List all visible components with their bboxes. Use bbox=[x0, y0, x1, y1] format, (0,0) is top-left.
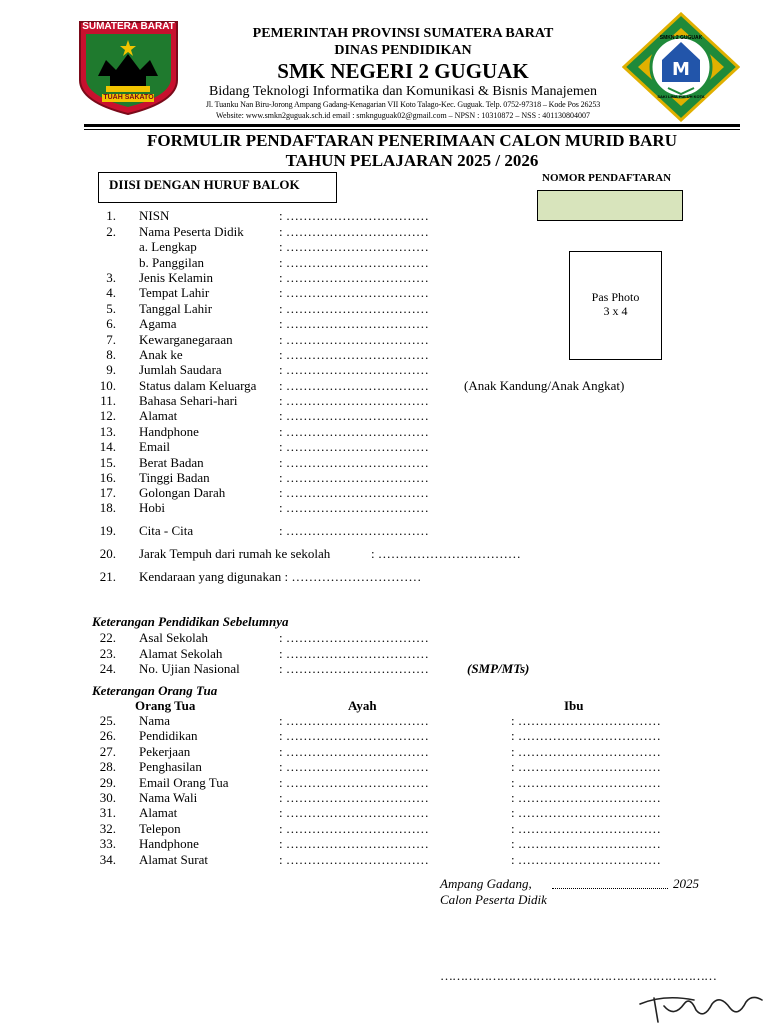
row-label: Tanggal Lahir bbox=[139, 301, 213, 316]
row-label: Status dalam Keluarga bbox=[139, 378, 257, 393]
form-row bbox=[0, 424, 768, 440]
form-row bbox=[0, 713, 768, 729]
answer-field[interactable]: : …………………………… bbox=[279, 393, 429, 408]
handwritten-signature bbox=[634, 990, 768, 1024]
row-number: 15. bbox=[99, 455, 116, 470]
answer-field-mother[interactable]: : …………………………… bbox=[511, 851, 661, 867]
row-number: 10. bbox=[99, 378, 116, 393]
row-number: 26. bbox=[99, 728, 116, 744]
form-row bbox=[0, 852, 768, 868]
row-number: 6. bbox=[106, 316, 116, 331]
answer-field-mother[interactable]: : …………………………… bbox=[511, 728, 661, 744]
form-row bbox=[0, 255, 768, 271]
form-row bbox=[0, 408, 768, 424]
row-label: Bahasa Sehari-hari bbox=[139, 393, 238, 408]
department-title: DINAS PENDIDIKAN bbox=[334, 43, 472, 58]
row-number: 25. bbox=[99, 713, 116, 728]
answer-field[interactable]: : …………………………… bbox=[279, 347, 429, 362]
form-row bbox=[0, 836, 768, 852]
answer-field[interactable]: : …………………………… bbox=[279, 470, 429, 485]
svg-text:M: M bbox=[672, 59, 690, 80]
education-note: (SMP/MTs) bbox=[467, 661, 530, 676]
answer-field-mother[interactable]: : …………………………… bbox=[511, 805, 661, 821]
row-label: Alamat bbox=[139, 805, 178, 821]
form-row bbox=[0, 728, 768, 744]
row-number: 31. bbox=[99, 805, 116, 821]
left-logo-top-text: SUMATERA BARAT bbox=[82, 21, 175, 32]
row-number: 30. bbox=[99, 790, 116, 805]
row-label: Golongan Darah bbox=[139, 485, 226, 500]
row-label: Anak ke bbox=[139, 347, 183, 362]
row-number: 12. bbox=[99, 408, 116, 423]
form-row bbox=[0, 805, 768, 821]
photo-label: Pas Photo bbox=[591, 290, 640, 304]
smkn2-guguak-logo bbox=[622, 12, 740, 122]
answer-field[interactable]: : …………………………… bbox=[279, 285, 429, 300]
form-row bbox=[0, 239, 768, 255]
place-label: Ampang Gadang, bbox=[440, 876, 532, 891]
form-row bbox=[0, 821, 768, 837]
row-label: Nama bbox=[139, 713, 171, 728]
date-field[interactable] bbox=[552, 888, 668, 889]
row-label: Email bbox=[139, 439, 171, 454]
row-label: Nama Peserta Didik bbox=[139, 224, 244, 239]
form-row bbox=[0, 759, 768, 775]
row-label: Tinggi Badan bbox=[139, 470, 210, 485]
row-number: 4. bbox=[106, 285, 116, 300]
row-number: 20. bbox=[99, 546, 116, 561]
form-row bbox=[0, 285, 768, 301]
row-number: 21. bbox=[99, 569, 116, 584]
row-label: Kewarganegaraan bbox=[139, 332, 233, 347]
answer-field[interactable]: : …………………………… bbox=[279, 270, 429, 285]
answer-field[interactable]: : …………………………… bbox=[279, 836, 429, 852]
form-row-vehicle bbox=[0, 569, 768, 585]
row-label: Pendidikan bbox=[139, 728, 198, 744]
answer-field[interactable]: : …………………………… bbox=[279, 500, 429, 515]
row-number: 22. bbox=[99, 630, 116, 645]
row-number: 32. bbox=[99, 820, 116, 836]
form-row bbox=[0, 224, 768, 240]
row-label: Alamat Surat bbox=[139, 851, 208, 867]
row-label: Alamat Sekolah bbox=[139, 645, 223, 661]
form-subtitle: TAHUN PELAJARAN 2025 / 2026 bbox=[285, 151, 539, 170]
answer-field[interactable]: : …………………………… bbox=[279, 224, 429, 239]
photo-size: 3 x 4 bbox=[603, 304, 628, 318]
form-row bbox=[0, 378, 768, 394]
answer-field-mother[interactable]: : …………………………… bbox=[511, 774, 661, 790]
row-label: Telepon bbox=[139, 820, 181, 836]
form-row bbox=[0, 500, 768, 516]
answer-field-mother[interactable]: : …………………………… bbox=[511, 790, 661, 805]
row-label: Handphone bbox=[139, 836, 199, 852]
answer-field-mother[interactable]: : …………………………… bbox=[511, 759, 661, 775]
signer-label: Calon Peserta Didik bbox=[440, 892, 547, 907]
row-number: 5. bbox=[106, 301, 116, 316]
row-number: 28. bbox=[99, 759, 116, 775]
row-number: 19. bbox=[99, 523, 116, 538]
form-row bbox=[0, 439, 768, 455]
row-label: Tempat Lahir bbox=[139, 285, 210, 300]
column-parent: Orang Tua bbox=[135, 698, 196, 713]
row-label: Cita - Cita bbox=[139, 523, 194, 538]
answer-field[interactable]: : …………………………… bbox=[279, 713, 429, 728]
column-mother: Ibu bbox=[564, 698, 584, 713]
school-name: SMK NEGERI 2 GUGUAK bbox=[277, 59, 529, 83]
address-line: Jl. Tuanku Nan Biru-Jorong Ampang Gadang-Kenagarian VII Koto Talago-Kec. Guguak. Telp. 0752-97318 – Kode Pos 26253 bbox=[205, 100, 601, 109]
row-label: Jumlah Saudara bbox=[139, 362, 222, 377]
answer-field[interactable]: : …………………………… bbox=[279, 743, 429, 759]
answer-field[interactable]: : …………………………… bbox=[279, 728, 429, 744]
status-note: (Anak Kandung/Anak Angkat) bbox=[464, 378, 625, 393]
form-row bbox=[0, 630, 768, 646]
answer-field[interactable]: : …………………………… bbox=[279, 759, 429, 775]
row-label: Nama Wali bbox=[139, 790, 198, 805]
form-row bbox=[0, 523, 768, 539]
sumatera-barat-logo bbox=[76, 20, 181, 116]
answer-field[interactable]: : …………………………… bbox=[279, 301, 429, 316]
header-divider-thick bbox=[84, 124, 740, 127]
registration-number-label: NOMOR PENDAFTARAN bbox=[542, 172, 672, 184]
contact-line: Website: www.smkn2guguak.sch.id email : smknguguak02@gmail.com – NPSN : 10310872 – NSS : 401130804007 bbox=[216, 111, 590, 120]
answer-field[interactable]: : …………………………… bbox=[279, 378, 429, 393]
row-label: b. Panggilan bbox=[139, 255, 204, 270]
answer-field[interactable]: : …………………………… bbox=[279, 255, 429, 270]
left-logo-bottom-text: TUAH SAKATO bbox=[103, 94, 154, 101]
year-label: 2025 bbox=[673, 876, 699, 891]
answer-field[interactable]: : …………………………… bbox=[279, 661, 429, 676]
row-number: 11. bbox=[100, 393, 116, 408]
row-label: Handphone bbox=[139, 424, 199, 439]
form-row bbox=[0, 646, 768, 662]
instruction-text: DIISI DENGAN HURUF BALOK bbox=[109, 177, 300, 192]
form-row bbox=[0, 270, 768, 286]
header-divider-thin bbox=[84, 129, 740, 130]
form-row bbox=[0, 301, 768, 317]
form-row bbox=[0, 744, 768, 760]
answer-field[interactable]: : …………………………… bbox=[279, 485, 429, 500]
row-number: 3. bbox=[106, 270, 116, 285]
form-row bbox=[0, 362, 768, 378]
row-number: 34. bbox=[99, 851, 116, 867]
answer-field[interactable]: : …………………………… bbox=[279, 820, 429, 836]
education-heading: Keterangan Pendidikan Sebelumnya bbox=[92, 614, 289, 629]
answer-field[interactable]: : …………………………… bbox=[279, 805, 429, 821]
form-row bbox=[0, 470, 768, 486]
row-number: 23. bbox=[99, 645, 116, 661]
row-label: Berat Badan bbox=[139, 455, 204, 470]
row-number: 24. bbox=[99, 661, 116, 676]
form-row bbox=[0, 208, 768, 224]
answer-field[interactable]: : …………………………… bbox=[279, 332, 429, 347]
form-row bbox=[0, 455, 768, 471]
form-title: FORMULIR PENDAFTARAN PENERIMAAN CALON MURID BARU bbox=[147, 131, 677, 150]
row-number: 7. bbox=[106, 332, 116, 347]
instruction-box bbox=[98, 172, 337, 203]
form-row bbox=[0, 393, 768, 409]
parent-heading: Keterangan Orang Tua bbox=[92, 683, 218, 698]
form-row bbox=[0, 332, 768, 348]
form-row bbox=[0, 790, 768, 806]
answer-field-mother[interactable]: : …………………………… bbox=[511, 836, 661, 852]
form-row bbox=[0, 316, 768, 332]
row-label[interactable]: Kendaraan yang digunakan : ………………………… bbox=[139, 569, 422, 584]
government-title: PEMERINTAH PROVINSI SUMATERA BARAT bbox=[252, 26, 554, 41]
answer-field[interactable]: : …………………………… bbox=[279, 208, 429, 223]
answer-field[interactable]: : …………………………… bbox=[279, 851, 429, 867]
signature-line[interactable]: …………………………………………………………… bbox=[440, 968, 716, 983]
column-father: Ayah bbox=[348, 698, 377, 713]
row-label: Email Orang Tua bbox=[139, 774, 229, 790]
row-number: 2. bbox=[106, 224, 116, 239]
row-label: Penghasilan bbox=[139, 759, 202, 775]
row-label: NISN bbox=[139, 208, 170, 223]
answer-field[interactable]: : …………………………… bbox=[279, 523, 429, 538]
form-row bbox=[0, 347, 768, 363]
right-logo-bottom-text: SAKI LIMA PULUH KOTA bbox=[657, 94, 705, 99]
row-number: 29. bbox=[99, 774, 116, 790]
row-number: 18. bbox=[99, 500, 116, 515]
row-number: 16. bbox=[99, 470, 116, 485]
answer-field-mother[interactable]: : …………………………… bbox=[511, 820, 661, 836]
row-number: 8. bbox=[106, 347, 116, 362]
answer-field[interactable]: : …………………………… bbox=[279, 645, 429, 661]
answer-field[interactable]: : …………………………… bbox=[279, 362, 429, 377]
row-number: 9. bbox=[106, 362, 116, 377]
row-label: a. Lengkap bbox=[139, 239, 197, 254]
answer-field-mother[interactable]: : …………………………… bbox=[511, 713, 661, 728]
answer-field[interactable]: : …………………………… bbox=[279, 424, 429, 439]
row-label: Alamat bbox=[139, 408, 178, 423]
row-number: 27. bbox=[99, 743, 116, 759]
right-logo-top-text: SMKN 2 GUGUAK bbox=[659, 35, 703, 41]
row-number: 1. bbox=[106, 208, 116, 223]
row-label: Pekerjaan bbox=[139, 743, 191, 759]
answer-field[interactable]: : …………………………… bbox=[279, 316, 429, 331]
row-number: 33. bbox=[99, 836, 116, 852]
row-label: Jarak Tempuh dari rumah ke sekolah bbox=[139, 546, 331, 561]
row-label: Agama bbox=[139, 316, 177, 331]
answer-field[interactable]: : …………………………… bbox=[371, 546, 521, 561]
row-label: Hobi bbox=[139, 500, 165, 515]
answer-field[interactable]: : …………………………… bbox=[279, 630, 429, 645]
answer-field[interactable]: : …………………………… bbox=[279, 790, 429, 805]
answer-field[interactable]: : …………………………… bbox=[279, 439, 429, 454]
answer-field-mother[interactable]: : …………………………… bbox=[511, 743, 661, 759]
form-row bbox=[0, 661, 768, 677]
program-line: Bidang Teknologi Informatika dan Komunikasi & Bisnis Manajemen bbox=[209, 84, 597, 99]
row-number: 13. bbox=[99, 424, 116, 439]
row-label: Asal Sekolah bbox=[139, 630, 208, 645]
row-number: 17. bbox=[99, 485, 116, 500]
row-number: 14. bbox=[99, 439, 116, 454]
answer-field[interactable]: : …………………………… bbox=[279, 239, 429, 254]
row-label: No. Ujian Nasional bbox=[139, 661, 240, 676]
row-label: Jenis Kelamin bbox=[139, 270, 214, 285]
answer-field[interactable]: : …………………………… bbox=[279, 455, 429, 470]
form-row bbox=[0, 485, 768, 501]
form-row bbox=[0, 775, 768, 791]
answer-field[interactable]: : …………………………… bbox=[279, 408, 429, 423]
answer-field[interactable]: : …………………………… bbox=[279, 774, 429, 790]
form-row-distance bbox=[0, 546, 768, 562]
